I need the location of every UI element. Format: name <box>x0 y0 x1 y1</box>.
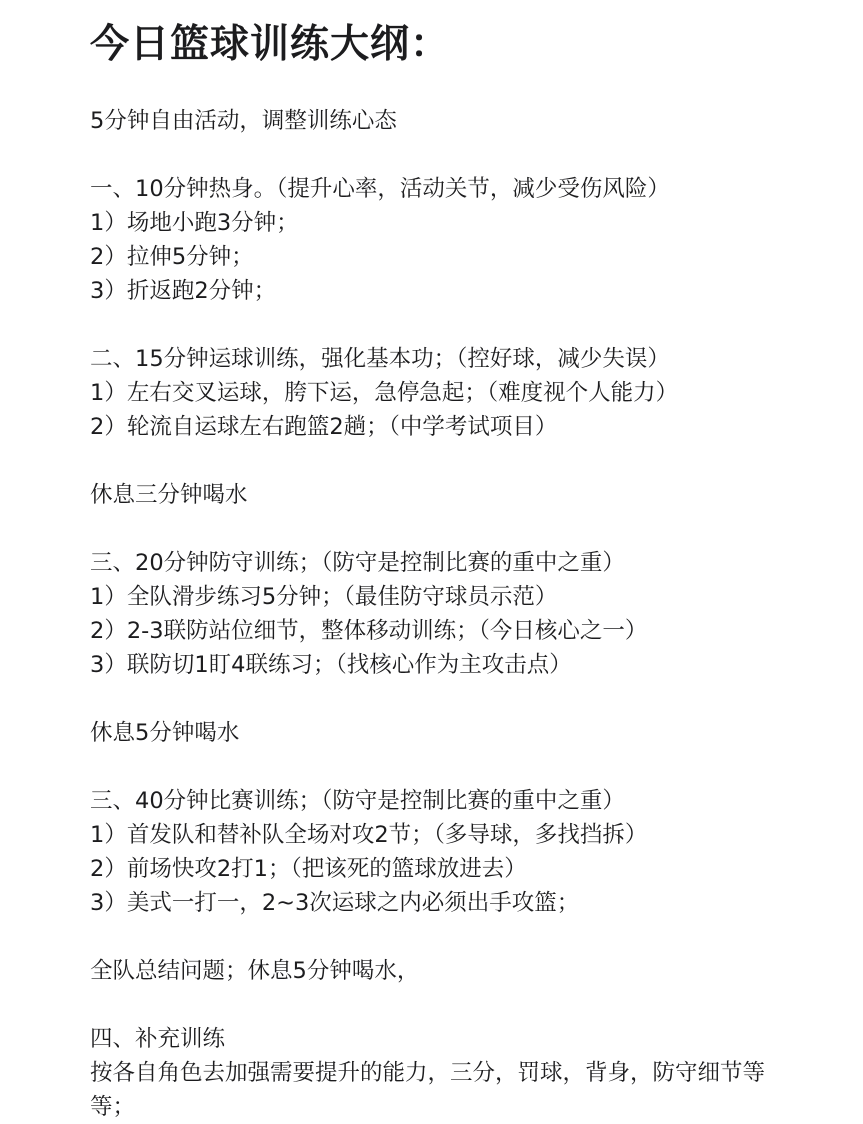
list-item: 2）轮流自运球左右跑篮2趟；（中学考试项目） <box>90 414 558 440</box>
section-heading: 一、10分钟热身。（提升心率，活动关节，减少受伤风险） <box>90 176 670 202</box>
section-defense <box>90 546 790 682</box>
list-item: 1）全队滑步练习5分钟；（最佳防守球员示范） <box>90 584 558 610</box>
spacer <box>90 682 790 716</box>
summary-text: 全队总结问题；休息5分钟喝水， <box>90 958 420 984</box>
section-heading: 三、20分钟防守训练；（防守是控制比赛的重中之重） <box>90 550 625 576</box>
list-item: 1）场地小跑3分钟； <box>90 210 299 236</box>
section-heading: 三、40分钟比赛训练；（防守是控制比赛的重中之重） <box>90 788 625 814</box>
list-item: 2）前场快攻2打1；（把该死的篮球放进去） <box>90 856 527 882</box>
list-item: 2）2-3联防站位细节，整体移动训练；（今日核心之一） <box>90 618 648 644</box>
list-item: 3）美式一打一，2~3次运球之内必须出手攻篮； <box>90 890 580 916</box>
section-body: 按各自角色去加强需要提升的能力，三分，罚球，背身，防守细节等等； <box>90 1060 766 1120</box>
spacer <box>90 750 790 784</box>
spacer <box>90 444 790 478</box>
page-title: 今日篮球训练大纲： <box>90 22 451 67</box>
list-item: 3）折返跑2分钟； <box>90 278 277 304</box>
document-page <box>90 16 790 1124</box>
spacer <box>90 988 790 1022</box>
rest-text: 休息5分钟喝水 <box>90 720 240 746</box>
section-game <box>90 784 790 920</box>
spacer <box>90 138 790 172</box>
spacer <box>90 512 790 546</box>
section-supplementary <box>90 1022 790 1124</box>
section-dribbling <box>90 342 790 444</box>
document-body <box>90 104 790 1124</box>
intro-text: 5分钟自由活动，调整训练心态 <box>90 108 397 134</box>
list-item: 1）首发队和替补队全场对攻2节；（多导球，多找挡拆） <box>90 822 648 848</box>
section-warmup <box>90 172 790 308</box>
spacer <box>90 308 790 342</box>
list-item: 2）拉伸5分钟； <box>90 244 254 270</box>
section-heading: 二、15分钟运球训练，强化基本功；（控好球，减少失误） <box>90 346 670 372</box>
list-item: 3）联防切1盯4联练习；（找核心作为主攻击点） <box>90 652 572 678</box>
spacer <box>90 920 790 954</box>
list-item: 1）左右交叉运球，胯下运，急停急起；（难度视个人能力） <box>90 380 679 406</box>
rest-text: 休息三分钟喝水 <box>90 482 248 508</box>
section-heading: 四、补充训练 <box>90 1026 226 1052</box>
